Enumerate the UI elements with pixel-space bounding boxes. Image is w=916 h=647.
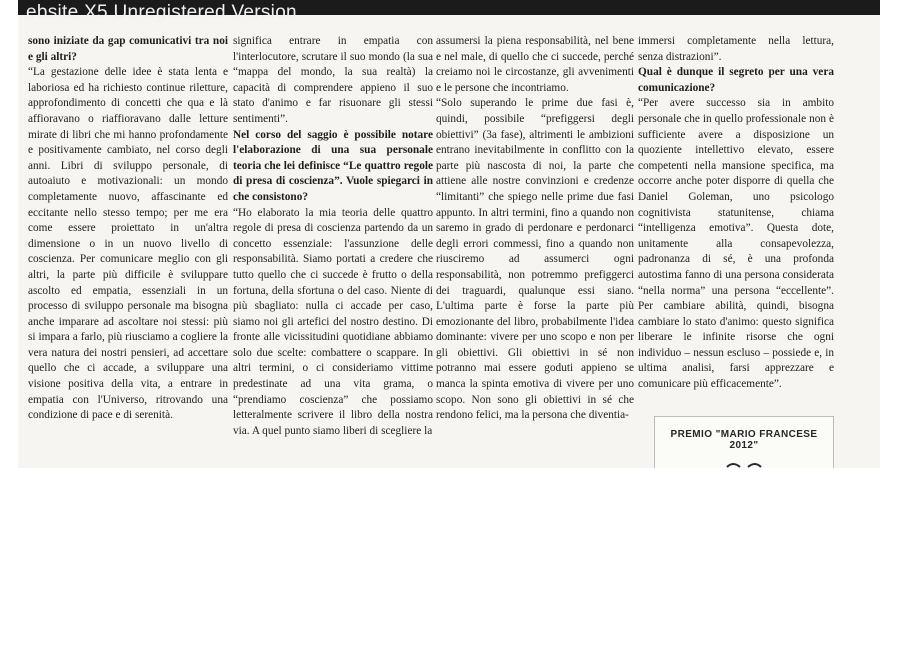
interview-answer: “Per avere successo sia in ambito personale che in quello professionale non è sufficiente avere a disposizione un quoziente intellettivo elevato, essere competenti nella mansione specifica, ma occorre anche poter disporre di quella che Daniel Goleman, uno psicologo cognitivista statunitense, chiama “intelligenza emotiva”. Questa dote, unitamente alla consapevolezza, padronanza di sé, è una profonda autostima fanno di una persona considerata “nella norma” una persona “eccellente”. Per cambiare abilità, quindi, bisogna cambiare lo stato d'animo: questo significa liberare le infinite risorse che ogni individuo – nessun escluso – possiede e, in ultima analisi, farsi apprezzare e comunicare più efficacemente”. bbox=[638, 97, 834, 391]
article-column-3 bbox=[436, 34, 634, 468]
interview-answer: “Solo superando le prime due fasi è, quindi, possibile “prefiggersi degli obiettivi” (3a fase), altrimenti le ambizioni entrano inevitabilmente in conflitto con la parte più nascosta di noi, la parte che attiene alle nostre convinzioni e credenze “limitanti” che spiego nelle prime due fasi appunto. In altri termini, fino a quando non saremo in grado di perdonare e perdonarci degli errori commessi, fino a quando non riusciremo ad assumerci ogni responsabilità, non potremmo prefiggerci dei traguardi, qualunque essi siano. L'ultima parte è forse la parte più emozionante del libro, probabilmente l'idea dominante: vivere per uno scopo e non per gli obiettivi. Gli obiettivi in sé non potranno mai essere goduti appieno se manca la spinta emotiva di vivere per uno scopo. Non sono gli obiettivi in sé che rendono felici, ma la persona che diventia- bbox=[436, 97, 634, 422]
award-box bbox=[654, 416, 834, 468]
owl-eyes-logo-icon bbox=[724, 461, 764, 468]
newspaper-clipping bbox=[18, 14, 880, 468]
interview-answer: “La gestazione delle idee è stata lenta e laboriosa ed ha richiesto continue riletture, approfondimento di concetti che qua e là affioravano o riaffioravano dalle letture mirate di libri che mi hanno profondamente e positivamente cambiato, nel corso degli anni. Libri di sviluppo personale, di autoaiuto e motivazionali: un mondo completamente nuovo, affascinante ed eccitante nello stesso tempo; per me era come essere proiettato in un'altra dimensione o in un nuovo livello di coscienza. Per comunicare meglio con gli altri, la parte più difficile è sviluppare ascolto ed empatia, essenziali in un processo di sviluppo personale ma bisogna anche imparare ad ascoltare noi stessi: più si impara a farlo, più riusciamo a cogliere la vera natura dei nostri pensieri, ad accettare quello che ci accade, a sviluppare una visione positiva della vita, a entrare in empatia con l'Universo, ritrovando una condizione di pace e di serenità. bbox=[28, 66, 228, 422]
article-column-1 bbox=[28, 34, 228, 468]
interview-question: Qual è dunque il segreto per una vera comunicazione? bbox=[638, 66, 834, 94]
watermark-text: ebsite X5 Unregistered Version bbox=[26, 2, 297, 23]
interview-question: sono iniziate da gap comunicativi tra noi e gli altri? bbox=[28, 35, 228, 63]
award-title: PREMIO "MARIO FRANCESE 2012" bbox=[670, 429, 818, 451]
article-column-4 bbox=[638, 34, 834, 468]
article-column-2 bbox=[233, 34, 433, 468]
answer-continuation: assumersi la piena responsabilità, nel bene e nel male, di quello che ci succede, perché creiamo noi le circostanze, gli avvenimenti e le persone che incontriamo. bbox=[436, 35, 634, 94]
interview-question: Nel corso del saggio è possibile notare l'elaborazione di una sua personale teoria che lei definisce “Le quattro regole di presa di coscienza”. Vuole spiegarci in che consistono? bbox=[233, 128, 433, 203]
answer-continuation: immersi completamente nella lettura, senza distrazioni”. bbox=[638, 35, 834, 63]
answer-continuation: significa entrare in empatia con l'interlocutore, scrutare il suo mondo (la sua “mappa del mondo, la sua realtà) la capacità di comprendere appieno il suo stato d'animo e far risuonare gli stessi sentimenti”. bbox=[233, 35, 433, 125]
interview-answer: “Ho elaborato la mia teoria delle quattro regole di presa di coscienza partendo da un concetto essenziale: l'assunzione delle responsabilità. Siamo portati a credere che tutto quello che ci succede è frutto o della fortuna, della sfortuna o del caso. Niente di più sbagliato: nulla ci accade per caso, siamo noi gli artefici del nostro destino. Di fronte alle vicissitudini quotidiane abbiamo solo due scelte: combattere o scappare. In altri termini, o ci consideriamo vittime predestinate ad una vita grama, o “prendiamo coscienza” che possiamo letteralmente scrivere il libro della nostra via. A quel punto siamo liberi di scegliere la bbox=[233, 206, 433, 437]
